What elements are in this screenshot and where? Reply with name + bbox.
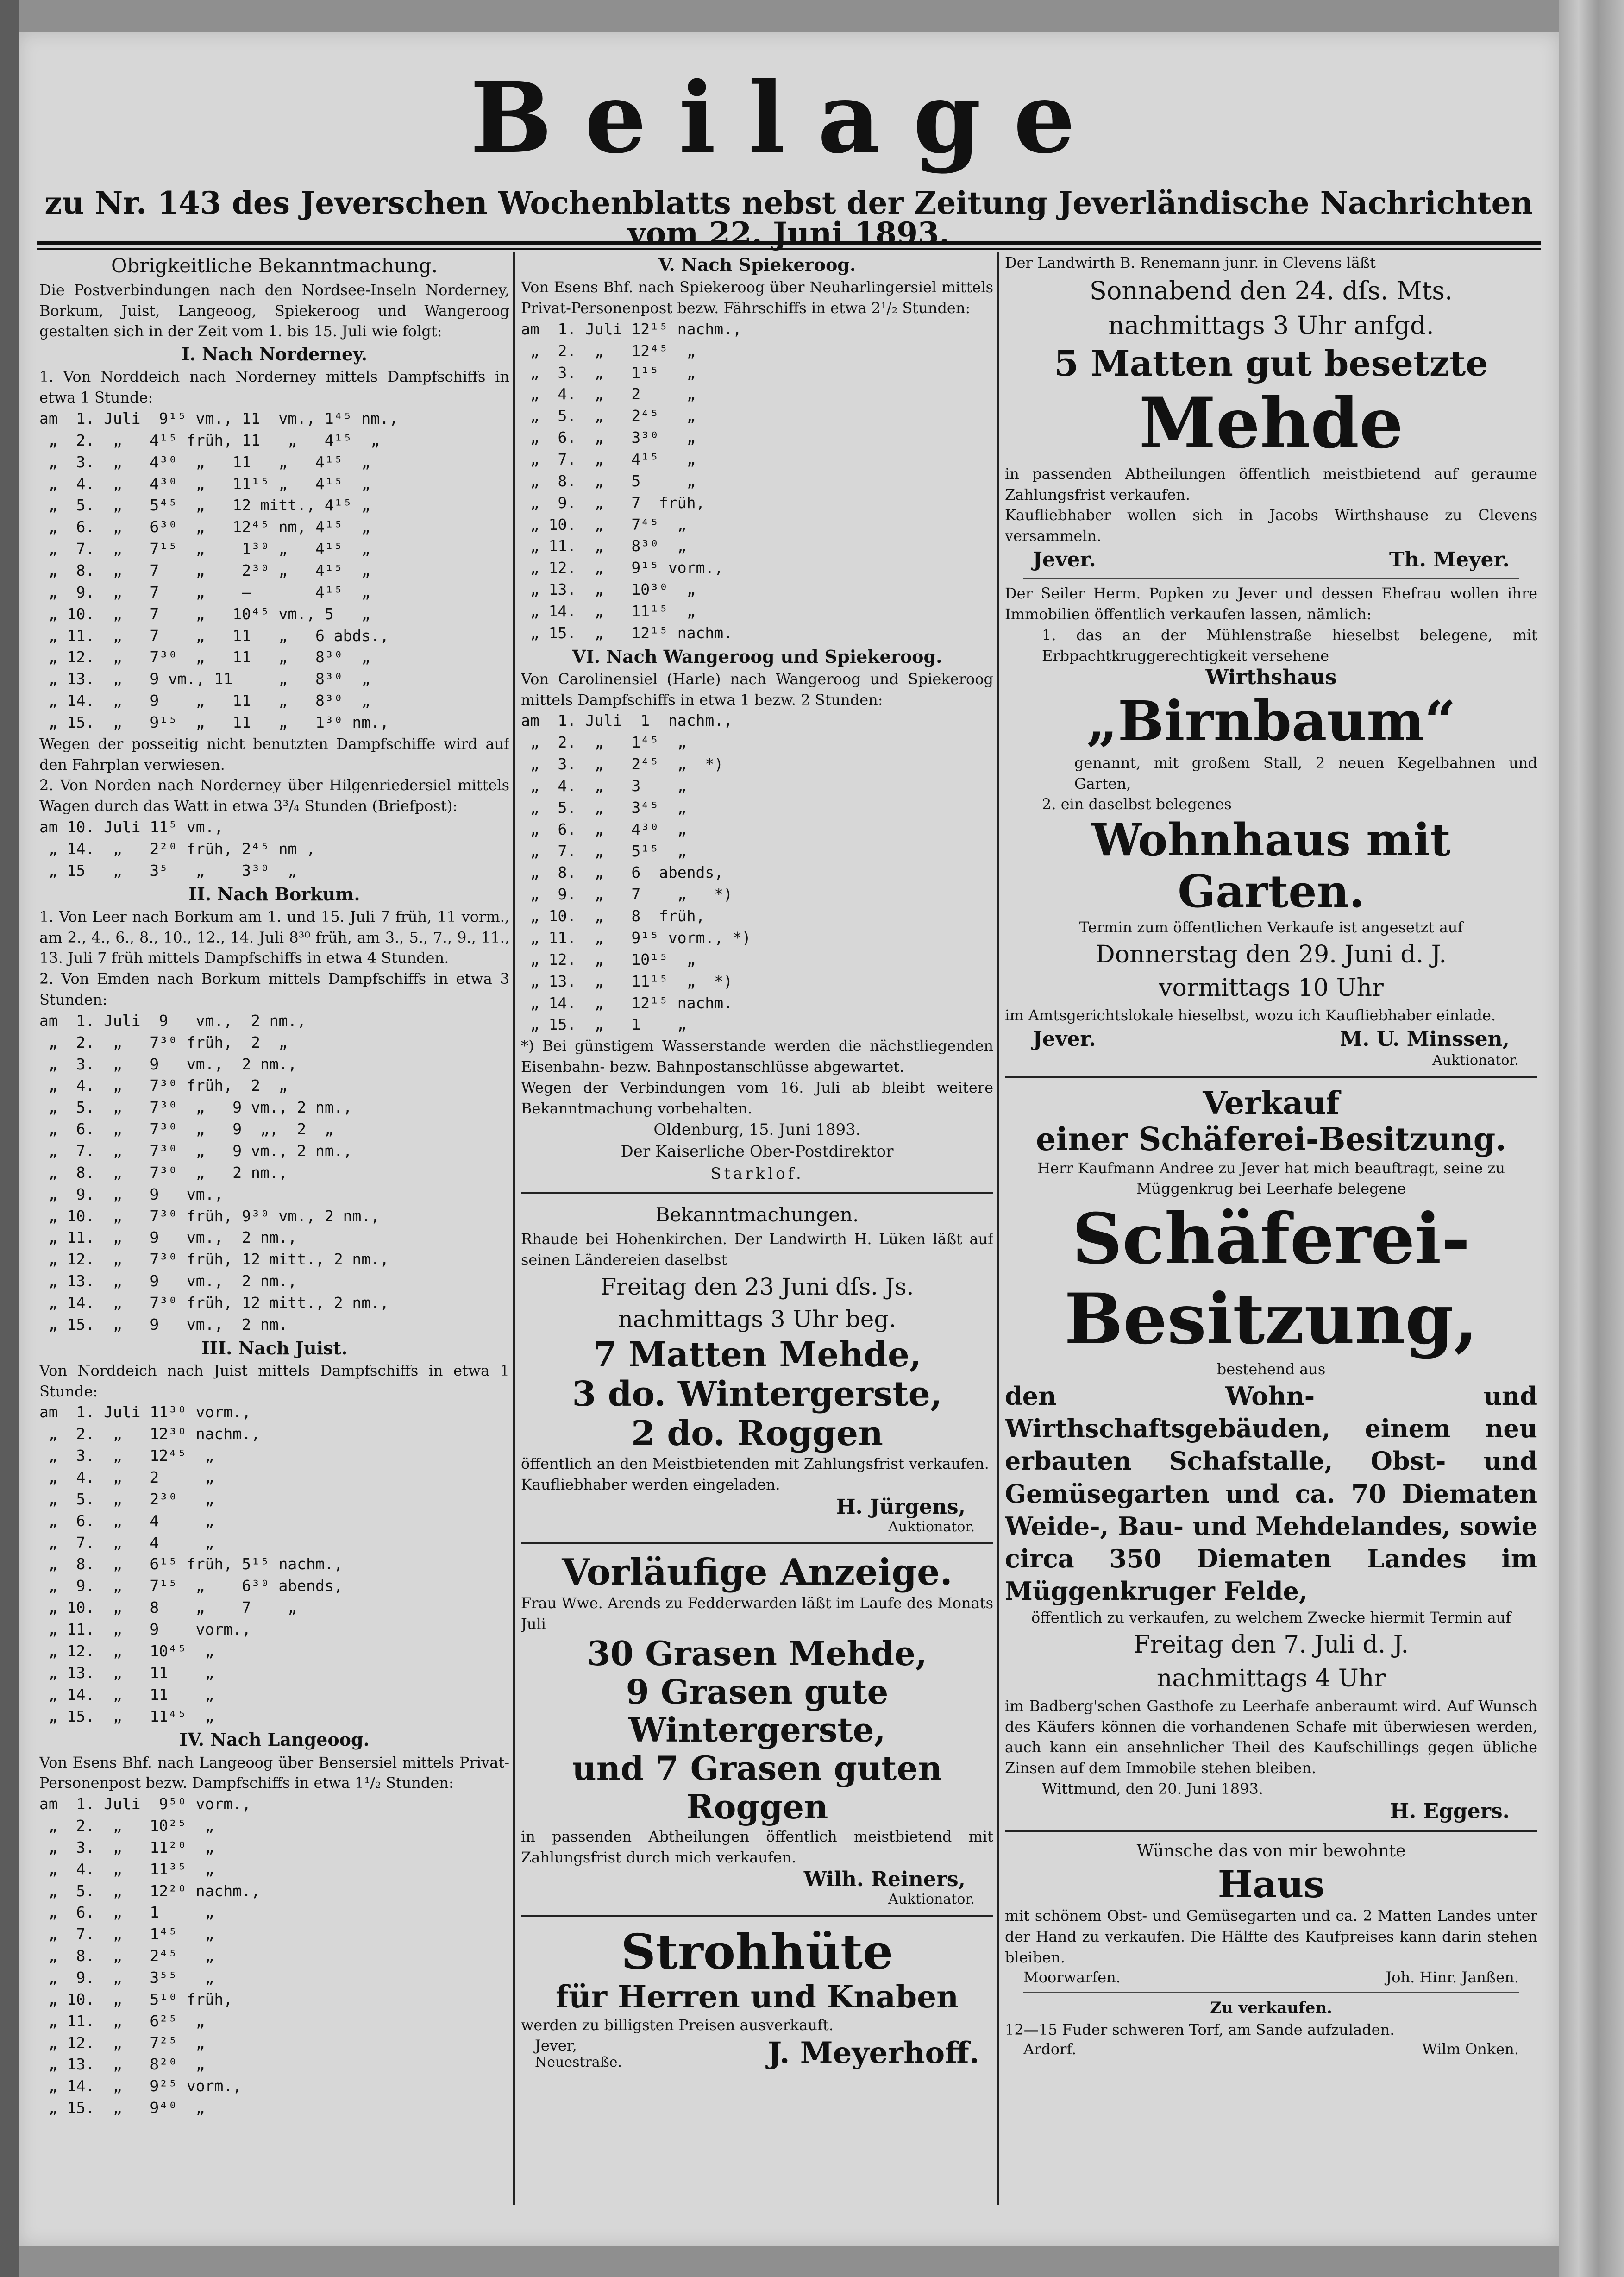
schedule-row: „ 11. „ 7 „ 11 „ 6 abds., (39, 626, 389, 645)
ad-heading: einer Schäferei-Besitzung. (1036, 1121, 1506, 1158)
separator (521, 1542, 993, 1544)
schedule-row: „ 7. „ 7¹⁵ „ 1³⁰ „ 4¹⁵ „ (39, 540, 371, 558)
schedule-row: „ 4. „ 11³⁵ „ (39, 1860, 214, 1878)
ad-role: Auktionator. (1432, 1052, 1519, 1069)
ad-subheading: für Herren und Knaben (555, 1979, 959, 2015)
schedule-row: am 10. Juli 11⁵ vm., (39, 818, 224, 837)
ad-date: Freitag den 7. Juli d. J. (1133, 1631, 1409, 1659)
schedule-row: „ 6. „ 1 „ (39, 1903, 214, 1922)
schedule-row: „ 12. „ 7²⁵ „ (39, 2033, 205, 2052)
schedule-row: „ 10. „ 5¹⁰ früh, (39, 1990, 233, 2008)
ad-text: im Badberg'schen Gasthofe zu Leerhafe anberaumt wird. Auf Wunsch des Käufers können die vorhandenen Schafe mit überwiesen werden, auch kann ein ansehnlicher Theil des Kaufschillings gegen übliche Zinsen auf dem Immobile stehen bleiben. (1005, 1697, 1537, 1777)
footnote-2: Wegen der Verbindungen vom 16. Juli ab bleibt weitere Bekanntmachung vorbehalten. (521, 1078, 993, 1117)
schedule-row: „ 10. „ 8 früh, (521, 907, 705, 925)
schedule-row: „ 10. „ 8 „ 7 „ (39, 1598, 297, 1617)
section-juist-title: III. Nach Juist. (201, 1337, 348, 1359)
ad-text: in passenden Abtheilungen öffentlich meistbietend auf geraume Zahlungsfrist verkaufen. (1005, 465, 1537, 503)
section-borkum-title: II. Nach Borkum. (188, 883, 360, 905)
separator (1023, 578, 1519, 579)
ad-item: 30 Grasen Mehde, (587, 1633, 928, 1673)
schedule-row: „ 11. „ 6²⁵ „ (39, 2012, 205, 2030)
schedule-row: „ 15. „ 11⁴⁵ „ (39, 1707, 214, 1725)
section-borkum-1: 1. Von Leer nach Borkum am 1. und 15. Juli 7 früh, 11 vorm., am 2., 4., 6., 8., 10., 12., 14. Juli 8³⁰ früh, am 3., 5., 7., 9., 11., 13. Juli 7 früh mittels Dampfschiffs in etwa 4 Stunden. (39, 907, 509, 967)
ad-date: Freitag den 23 Juni dſs. Js. (600, 1273, 914, 1300)
ad-heading: Bekanntmachungen. (655, 1203, 859, 1227)
separator (521, 1915, 993, 1917)
section-langeoog-intro: Von Esens Bhf. nach Langeoog über Bensersiel mittels Privat-Personenpost bezw. Dampfschiffs in etwa 1¹/₂ Stunden: (39, 1753, 509, 1792)
ad-item: 3 do. Wintergerste, (572, 1374, 942, 1414)
ad-text: mit schönem Obst- und Gemüsegarten und ca. 2 Matten Landes unter der Hand zu verkaufen. Die Hälfte des Kaufpreises kann darin stehen bleiben. (1005, 1907, 1537, 1966)
ad-role: Auktionator. (888, 1518, 975, 1535)
section-spiekeroog-intro: Von Esens Bhf. nach Spiekeroog über Neuharlingersiel mittels Privat-Personenpost bezw. Fährschiffs in etwa 2¹/₂ Stunden: (521, 278, 993, 317)
schedule-row: „ 13. „ 8²⁰ „ (39, 2055, 205, 2074)
schedule-row: „ 3. „ 2⁴⁵ „ *) (521, 755, 724, 774)
ad-signer: H. Jürgens, (836, 1495, 966, 1519)
schedule-row: „ 8. „ 5 „ (521, 472, 696, 490)
schedule-row: „ 4. „ 2 „ (521, 385, 696, 403)
schedule-row: „ 5. „ 12²⁰ nachm., (39, 1881, 260, 1900)
place-date: Oldenburg, 15. Juni 1893. (653, 1120, 861, 1139)
schedule-row: „ 4. „ 2 „ (39, 1468, 214, 1487)
schedule-row: „ 3. „ 9 vm., 2 nm., (39, 1055, 297, 1073)
ad-big-word: Besitzung, (1064, 1278, 1478, 1360)
column-3 (1005, 252, 1537, 2237)
schedule-row: „ 6. „ 7³⁰ „ 9 „, 2 „ (39, 1120, 334, 1138)
ad-signer: J. Meyerhoff. (767, 2035, 979, 2070)
ad-item: 7 Matten Mehde, (593, 1334, 922, 1375)
schedule-row: „ 9. „ 7 früh, (521, 493, 705, 512)
ad-intro: Wünsche das von mir bewohnte (1136, 1841, 1406, 1861)
authority: Der Kaiserliche Ober-Postdirektor (621, 1142, 894, 1161)
ad-text: werden zu billigsten Preisen ausverkauft. (521, 2016, 834, 2034)
schedule-row: „ 7. „ 5¹⁵ „ (521, 842, 687, 860)
masthead-rule (37, 241, 1541, 250)
schedule-row: „ 2. „ 10²⁵ „ (39, 1817, 214, 1835)
column-divider (997, 252, 999, 2205)
signer: Starklof. (710, 1164, 804, 1183)
page-stack-edge (1559, 0, 1624, 2277)
section-wangeroog-intro: Von Carolinensiel (Harle) nach Wangeroog und Spiekeroog mittels Dampfschiffs in etwa 1 bezw. 2 Stunden: (521, 670, 993, 709)
schedule-row: „ 4. „ 4³⁰ „ 11¹⁵ „ 4¹⁵ „ (39, 474, 371, 493)
separator (521, 1192, 993, 1194)
schedule-row: „ 15. „ 1 „ (521, 1015, 687, 1034)
section-norderney-intro: 1. Von Norddeich nach Norderney mittels Dampfschiffs in etwa 1 Stunde: (39, 368, 509, 407)
schedule-row: „ 12. „ 10⁴⁵ „ (39, 1642, 214, 1660)
schedule-row: „ 5. „ 2⁴⁵ „ (521, 407, 696, 425)
section-langeoog-title: IV. Nach Langeoog. (179, 1729, 370, 1750)
schedule-row: „ 10. „ 7 „ 10⁴⁵ vm., 5 „ (39, 604, 371, 623)
masthead-title: Beilage (470, 61, 1108, 175)
ad-text: bestehend aus (1216, 1360, 1326, 1378)
ad-heading: Strohhüte (621, 1923, 894, 1981)
schedule-row: „ 5. „ 7³⁰ „ 9 vm., 2 nm., (39, 1098, 352, 1117)
ad-text: Termin zum öffentlichen Verkaufe ist angesetzt auf (1079, 918, 1463, 936)
schedule-row: „ 15. „ 9 vm., 2 nm. (39, 1315, 288, 1333)
footnote: *) Bei günstigem Wasserstande werden die nächstliegenden Eisenbahn- bezw. Bahnpostanschlüsse abgewartet. (521, 1037, 993, 1076)
ad-text: 12—15 Fuder schweren Torf, am Sande aufzuladen. (1005, 2020, 1395, 2038)
schedule-row: „ 9. „ 7 „ — 4¹⁵ „ (39, 583, 371, 601)
ad-name: „Birnbaum“ (1086, 689, 1456, 754)
schedule-row: „ 6. „ 4 „ (39, 1511, 214, 1530)
ad-item: 2. ein daselbst belegenes (1042, 795, 1232, 813)
notice-heading: Obrigkeitliche Bekanntmachung. (111, 254, 438, 277)
ad-heading: Zu verkaufen. (1210, 1999, 1332, 2018)
schedule-row: am 1. Juli 1 nachm., (521, 711, 733, 730)
separator (1023, 1992, 1519, 1993)
ad-text: in passenden Abtheilungen öffentlich meistbietend mit Zahlungsfrist durch mich verkaufen. (521, 1827, 993, 1866)
ad-place: Ardorf. (1023, 2040, 1077, 2058)
ad-place: Jever. (1033, 1027, 1096, 1051)
schedule-row: am 1. Juli 12¹⁵ nachm., (521, 320, 742, 338)
ad-street: Neuestraße. (535, 2054, 622, 2070)
schedule-row: „ 2. „ 12³⁰ nachm., (39, 1425, 260, 1443)
ad-item: 5 Matten gut besetzte (1054, 342, 1488, 384)
ad-intro: Der Seiler Herm. Popken zu Jever und dessen Ehefrau wollen ihre Immobilien öffentlich verkaufen lassen, nämlich: (1005, 585, 1537, 623)
schedule-row: „ 15 „ 3⁵ „ 3³⁰ „ (39, 861, 297, 880)
schedule-row: „ 14. „ 2²⁰ früh, 2⁴⁵ nm , (39, 839, 316, 858)
ad-heading: Vorläufige Anzeige. (562, 1551, 953, 1593)
ad-signer: Wilm Onken. (1422, 2040, 1519, 2058)
ad-time: vormittags 10 Uhr (1159, 974, 1384, 1002)
notice-intro: Die Postverbindungen nach den Nordsee-Inseln Norderney, Borkum, Juist, Langeoog, Spiekeroog und Wangeroog gestalten sich in der Zeit vom 1. bis 15. Juli wie folgt: (39, 281, 509, 340)
ad-date: Sonnabend den 24. dſs. Mts. (1089, 276, 1453, 305)
schedule-langeoog (39, 1793, 509, 2119)
schedule-row: am 1. Juli 9⁵⁰ vorm., (39, 1795, 251, 1813)
schedule-row: „ 9. „ 7¹⁵ „ 6³⁰ abends, (39, 1577, 343, 1595)
schedule-row: „ 11. „ 9¹⁵ vorm., *) (521, 929, 751, 947)
schedule-row: „ 12. „ 7³⁰ „ 11 „ 8³⁰ „ (39, 648, 371, 667)
schedule-row: „ 14. „ 9²⁵ vorm., (39, 2077, 242, 2095)
separator (1005, 1830, 1537, 1832)
ad-text: öffentlich zu verkaufen, zu welchem Zwecke hiermit Termin auf (1031, 1609, 1511, 1627)
schedule-row: „ 9. „ 3⁵⁵ „ (39, 1969, 214, 1987)
ad-place-date: Wittmund, den 20. Juni 1893. (1042, 1780, 1263, 1798)
schedule-row: „ 2. „ 1⁴⁵ „ (521, 733, 687, 752)
schedule-row: „ 15. „ 9¹⁵ „ 11 „ 1³⁰ nm., (39, 713, 389, 731)
ad-item: 2 do. Roggen (631, 1413, 883, 1453)
schedule-row: „ 13. „ 10³⁰ „ (521, 580, 696, 599)
schedule-row: „ 7. „ 1⁴⁵ „ (39, 1925, 214, 1944)
schedule-row: „ 7. „ 4 „ (39, 1533, 214, 1552)
schedule-row: „ 8. „ 7³⁰ „ 2 nm., (39, 1163, 288, 1182)
ad-item: 9 Grasen gute Wintergerste, (626, 1672, 889, 1750)
schedule-borkum (39, 1010, 509, 1336)
section-juist-intro: Von Norddeich nach Juist mittels Dampfschiffs in etwa 1 Stunde: (39, 1361, 509, 1400)
ad-intro: Frau Wwe. Arends zu Fedderwarden läßt im Laufe des Monats Juli (521, 1594, 993, 1633)
ad-signer: H. Eggers. (1390, 1799, 1510, 1823)
schedule-row: „ 14. „ 11¹⁵ „ (521, 602, 696, 620)
schedule-row: „ 2. „ 7³⁰ früh, 2 „ (39, 1033, 288, 1051)
ad-place: Jever. (1033, 548, 1096, 572)
section-norderney-2-intro: 2. Von Norden nach Norderney über Hilgenriedersiel mittels Wagen durch das Watt in etwa 3³/₄ Stunden (Briefpost): (39, 776, 509, 815)
ad-text: öffentlich an den Meistbietenden mit Zahlungsfrist verkaufen. (521, 1454, 989, 1472)
schedule-row: „ 6. „ 6³⁰ „ 12⁴⁵ nm, 4¹⁵ „ (39, 518, 371, 536)
schedule-row: „ 3. „ 12⁴⁵ „ (39, 1447, 214, 1465)
schedule-row: „ 7. „ 4¹⁵ „ (521, 450, 696, 468)
schedule-row: „ 4. „ 3 „ (521, 777, 687, 795)
column-2 (521, 252, 993, 2237)
schedule-row: „ 5. „ 5⁴⁵ „ 12 mitt., 4¹⁵ „ (39, 496, 371, 515)
schedule-row: „ 15. „ 12¹⁵ nachm. (521, 623, 733, 642)
ad-time: nachmittags 4 Uhr (1156, 1664, 1386, 1692)
schedule-row: „ 14. „ 7³⁰ früh, 12 mitt., 2 nm., (39, 1293, 389, 1312)
ad-place: Jever, (535, 2036, 577, 2054)
ad-signer: M. U. Minssen, (1340, 1027, 1510, 1051)
schedule-row: „ 11. „ 9 vorm., (39, 1620, 251, 1639)
column-divider (513, 252, 515, 2205)
schedule-norderney-watt (39, 817, 509, 882)
ad-item: und 7 Grasen guten Roggen (572, 1749, 942, 1827)
schedule-row: „ 13. „ 11¹⁵ „ *) (521, 972, 733, 990)
section-spiekeroog-title: V. Nach Spiekeroog. (658, 254, 856, 275)
schedule-row: „ 10. „ 7⁴⁵ „ (521, 515, 687, 534)
schedule-row: „ 3. „ 1¹⁵ „ (521, 363, 696, 382)
schedule-row: „ 6. „ 3³⁰ „ (521, 428, 696, 447)
ad-big-word: Haus (1217, 1862, 1325, 1906)
schedule-row: „ 3. „ 4³⁰ „ 11 „ 4¹⁵ „ (39, 453, 371, 471)
schedule-row: „ 8. „ 6 abends, (521, 863, 724, 882)
schedule-row: „ 12. „ 10¹⁵ „ (521, 950, 696, 969)
schedule-row: „ 14. „ 9 „ 11 „ 8³⁰ „ (39, 692, 371, 710)
ad-time: nachmittags 3 Uhr anfgd. (1108, 311, 1434, 340)
ad-heading: Verkauf (1203, 1085, 1340, 1122)
ad-text: Kaufliebhaber wollen sich in Jacobs Wirthshause zu Clevens versammeln. (1005, 506, 1537, 545)
newspaper-page (19, 32, 1559, 2246)
schedule-row: „ 5. „ 2³⁰ „ (39, 1490, 214, 1508)
section-norderney-title: I. Nach Norderney. (181, 344, 368, 365)
schedule-row: „ 14. „ 12¹⁵ nachm. (521, 994, 733, 1012)
schedule-row: „ 8. „ 2⁴⁵ „ (39, 1947, 214, 1965)
schedule-row: „ 13. „ 11 „ (39, 1663, 214, 1682)
schedule-juist (39, 1402, 509, 1727)
ad-item: genannt, mit großem Stall, 2 neuen Kegelbahnen und Garten, (1074, 754, 1537, 793)
schedule-row: „ 10. „ 7³⁰ früh, 9³⁰ vm., 2 nm., (39, 1207, 380, 1225)
schedule-row: „ 2. „ 4¹⁵ früh, 11 „ 4¹⁵ „ (39, 431, 380, 449)
ad-role: Auktionator. (888, 1891, 975, 1908)
schedule-row: „ 6. „ 4³⁰ „ (521, 820, 687, 838)
ad-house: Wohnhaus mit Garten. (1091, 814, 1451, 918)
schedule-row: am 1. Juli 11³⁰ vorm., (39, 1403, 251, 1422)
book-binding-edge (0, 0, 19, 2277)
schedule-row: „ 11. „ 8³⁰ „ (521, 537, 687, 555)
ad-text-large: den Wohn- und Wirthschaftsgebäuden, einem neu erbauten Schafstalle, Obst- und Gemüsegarten und ca. 70 Diematen Weide-, Bau- und Mehdelandes, sowie circa 350 Diematen Landes im Müggenkruger Felde, (1005, 1381, 1537, 1606)
schedule-row: „ 13. „ 9 vm., 2 nm., (39, 1272, 297, 1290)
ad-place: Moorwarfen. (1023, 1968, 1121, 1986)
ad-time: nachmittags 3 Uhr beg. (618, 1305, 897, 1333)
schedule-row: „ 15. „ 9⁴⁰ „ (39, 2099, 205, 2117)
schedule-row: „ 12. „ 7³⁰ früh, 12 mitt., 2 nm., (39, 1250, 389, 1269)
section-wangeroog-title: VI. Nach Wangeroog und Spiekeroog. (572, 646, 942, 667)
schedule-row: „ 5. „ 3⁴⁵ „ (521, 798, 687, 817)
ad-date: Donnerstag den 29. Juni d. J. (1096, 940, 1447, 969)
schedule-row: „ 3. „ 11²⁰ „ (39, 1838, 214, 1856)
ad-big-word: Mehde (1139, 383, 1404, 465)
schedule-row: „ 13. „ 9 vm., 11 „ 8³⁰ „ (39, 670, 371, 688)
schedule-row: „ 8. „ 7 „ 2³⁰ „ 4¹⁵ „ (39, 561, 371, 579)
ad-big-word: Schäferei- (1072, 1198, 1470, 1280)
separator (1005, 1076, 1537, 1078)
schedule-row: am 1. Juli 9¹⁵ vm., 11 vm., 1⁴⁵ nm., (39, 409, 398, 428)
ad-text: im Amtsgerichtslokale hieselbst, wozu ich Kaufliebhaber einlade. (1005, 1006, 1496, 1025)
schedule-row: „ 12. „ 9¹⁵ vorm., (521, 559, 724, 577)
schedule-row: „ 9. „ 7 „ *) (521, 885, 733, 904)
ad-intro: Herr Kaufmann Andree zu Jever hat mich beauftragt, seine zu Müggenkrug bei Leerhafe belegene (1037, 1159, 1505, 1198)
column-1 (39, 252, 509, 2237)
ad-item: 1. das an der Mühlenstraße hieselbst belegene, mit Erbpachtkruggerechtigkeit versehene (1042, 626, 1537, 665)
ad-signer: Th. Meyer. (1389, 548, 1510, 572)
schedule-row: am 1. Juli 9 vm., 2 nm., (39, 1011, 307, 1030)
masthead-subtitle: zu Nr. 143 des Jeverschen Wochenblatts nebst der Zeitung Jeverländische Nachrichten vom 22. Juni 1893. (44, 185, 1533, 252)
schedule-wangeroog (521, 710, 993, 1036)
schedule-row: „ 2. „ 12⁴⁵ „ (521, 341, 696, 360)
ad-intro: Rhaude bei Hohenkirchen. Der Landwirth H. Lüken läßt auf seinen Ländereien daselbst (521, 1230, 993, 1269)
ad-kind: Wirthshaus (1205, 666, 1337, 690)
ad-intro: Der Landwirth B. Renemann junr. in Clevens läßt (1005, 254, 1376, 271)
schedule-norderney (39, 408, 509, 734)
schedule-row: „ 9. „ 9 vm., (39, 1185, 224, 1203)
ad-signer: Wilh. Reiners, (803, 1868, 966, 1892)
schedule-row: „ 14. „ 11 „ (39, 1685, 214, 1704)
section-norderney-note: Wegen der posseitig nicht benutzten Dampfschiffe wird auf den Fahrplan verwiesen. (39, 735, 509, 774)
schedule-row: „ 7. „ 7³⁰ „ 9 vm., 2 nm., (39, 1141, 352, 1160)
ad-text: Kaufliebhaber werden eingeladen. (521, 1475, 780, 1493)
section-borkum-2: 2. Von Emden nach Borkum mittels Dampfschiffs in etwa 3 Stunden: (39, 970, 509, 1008)
schedule-row: „ 11. „ 9 vm., 2 nm., (39, 1228, 297, 1247)
ad-signer: Joh. Hinr. Janßen. (1386, 1968, 1519, 1986)
schedule-row: „ 4. „ 7³⁰ früh, 2 „ (39, 1076, 288, 1095)
schedule-row: „ 8. „ 6¹⁵ früh, 5¹⁵ nachm., (39, 1555, 343, 1573)
schedule-spiekeroog (521, 319, 993, 644)
